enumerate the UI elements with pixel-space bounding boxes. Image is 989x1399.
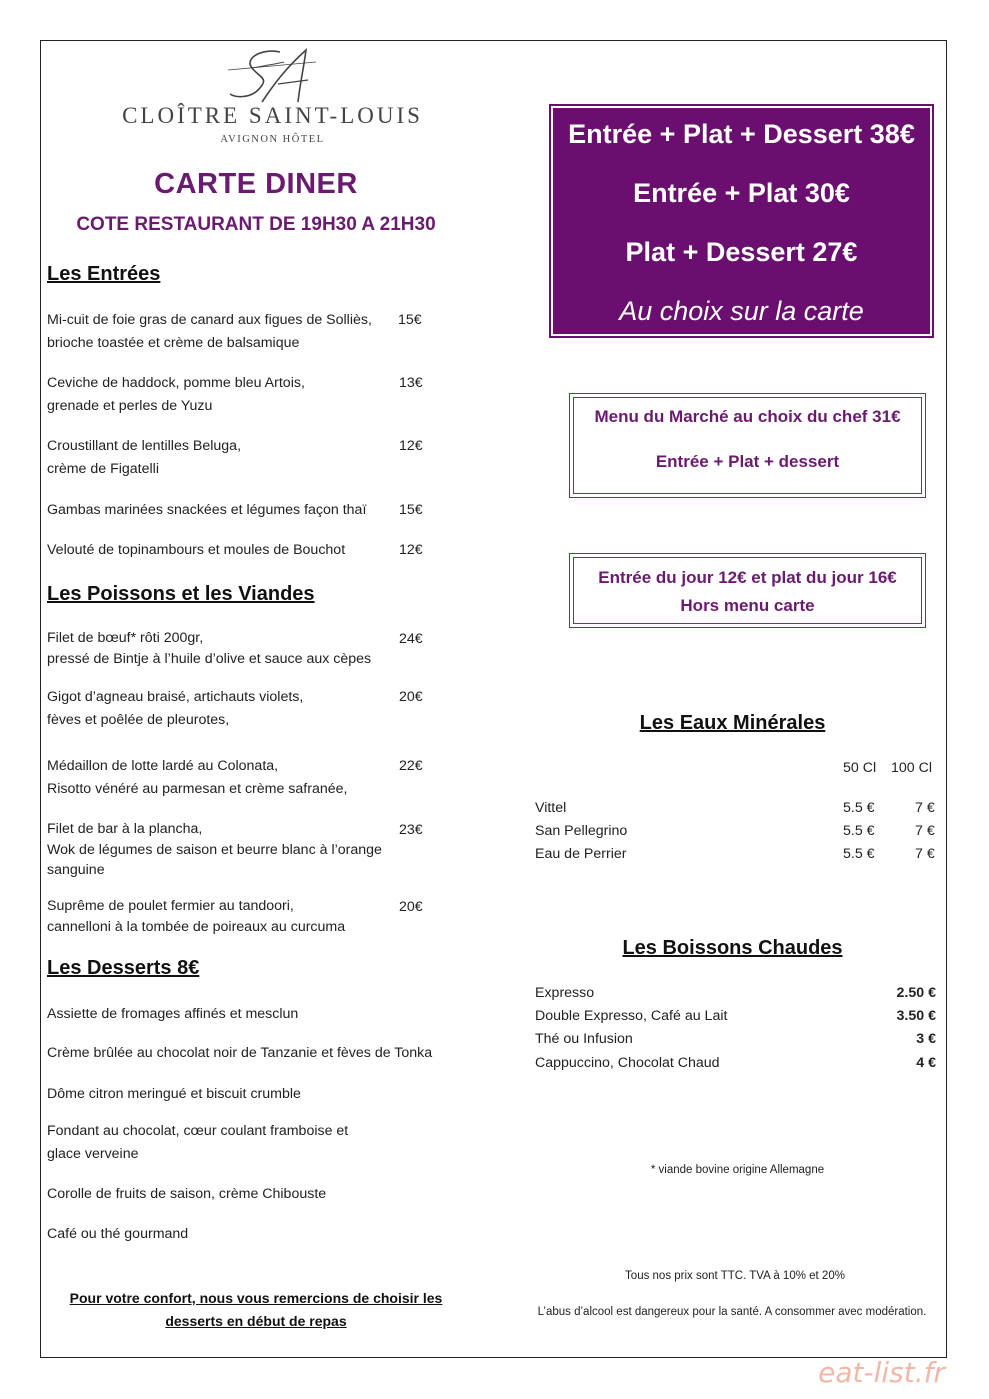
dessert-item: Crème brûlée au chocolat noir de Tanzanie et fèves de Tonka — [47, 1045, 433, 1061]
plat-item: Gigot d’agneau braisé, artichauts violets, fèves et poêlée de pleurotes, — [47, 689, 304, 728]
entree-item: Croustillant de lentilles Beluga, crème de Figatelli — [47, 438, 242, 477]
eau-name: Eau de Perrier — [535, 846, 627, 862]
plat-price: 22€ — [399, 758, 423, 774]
dessert-item: Dôme citron meringué et biscuit crumble — [47, 1086, 301, 1102]
watermark: eat-list.fr — [818, 1356, 945, 1389]
plat-item: Filet de bar à la plancha, Wok de légumes de saison et beurre blanc à l’orange sanguine — [47, 821, 382, 878]
plat-price: 20€ — [399, 899, 423, 915]
menu-marche-title: Menu du Marché au choix du chef 31€ — [594, 407, 901, 426]
menu-marche-box — [569, 393, 926, 498]
formule-entree-plat: Entrée + Plat 30€ — [633, 178, 850, 208]
entree-price: 12€ — [399, 542, 423, 558]
plat-price: 23€ — [399, 822, 423, 838]
eau-price-100: 7 € — [915, 823, 935, 839]
plat-item: Filet de bœuf* rôti 200gr, pressé de Bintje à l’huile d’olive et sauce aux cèpes — [47, 630, 372, 667]
eau-price-50: 5.5 € — [843, 823, 875, 839]
entree-item: Mi-cuit de foie gras de canard aux figues de Solliès, brioche toastée et crème de balsamique — [47, 312, 372, 351]
plats-heading: Les Poissons et les Viandes — [47, 583, 315, 605]
entree-item: Velouté de topinambours et moules de Bouchot — [47, 542, 346, 558]
dessert-item: Café ou thé gourmand — [47, 1226, 189, 1242]
eaux-col-50cl: 50 Cl — [843, 760, 877, 776]
formule-entree-plat-dessert: Entrée + Plat + Dessert 38€ — [568, 119, 915, 149]
plat-price: 24€ — [399, 631, 423, 647]
boisson-price: 3 € — [916, 1031, 936, 1047]
plat-item: Suprême de poulet fermier au tandoori, cannelloni à la tombée de poireaux au curcuma — [47, 898, 346, 935]
entree-item: Ceviche de haddock, pomme bleu Artois, grenade et perles de Yuzu — [47, 375, 305, 414]
dessert-item: Fondant au chocolat, cœur coulant framboise et glace verveine — [47, 1123, 349, 1162]
eau-name: San Pellegrino — [535, 823, 628, 839]
viande-origin-note: * viande bovine origine Allemagne — [650, 1164, 825, 1176]
menu-jour-title: Entrée du jour 12€ et plat du jour 16€ — [598, 568, 897, 587]
tva-note: Tous nos prix sont TTC. TVA à 10% et 20% — [625, 1270, 845, 1282]
eau-name: Vittel — [535, 800, 567, 816]
dessert-item: Assiette de fromages affinés et mesclun — [47, 1006, 299, 1022]
page-title: CARTE DINER — [154, 168, 358, 200]
entrees-heading: Les Entrées — [47, 263, 161, 285]
eaux-heading: Les Eaux Minérales — [639, 712, 826, 734]
boisson-price: 4 € — [916, 1055, 936, 1071]
dessert-ordering-note: Pour votre confort, nous vous remercions de choisir les desserts en début de repas — [69, 1290, 443, 1329]
eau-price-100: 7 € — [915, 846, 935, 862]
hotel-monogram-logo — [222, 44, 322, 108]
entree-price: 15€ — [398, 312, 422, 328]
eau-price-100: 7 € — [915, 800, 935, 816]
boisson-price: 3.50 € — [896, 1008, 936, 1024]
menu-jour-box — [569, 553, 926, 628]
boisson-price: 2.50 € — [896, 985, 936, 1001]
menu-jour-detail: Hors menu carte — [680, 596, 815, 615]
entree-item: Gambas marinées snackées et légumes façon thaï — [47, 502, 367, 518]
entree-price: 15€ — [399, 502, 423, 518]
eau-price-50: 5.5 € — [843, 800, 875, 816]
plat-price: 20€ — [399, 689, 423, 705]
menu-marche-detail: Entrée + Plat + dessert — [655, 452, 840, 471]
formules-box — [553, 108, 930, 334]
desserts-heading: Les Desserts 8€ — [47, 957, 200, 979]
plat-item: Médaillon de lotte lardé au Colonata, Risotto vénéré au parmesan et crème safranée, — [47, 758, 348, 797]
entree-price: 12€ — [399, 438, 423, 454]
boisson-name: Cappuccino, Chocolat Chaud — [535, 1055, 720, 1071]
boisson-name: Thé ou Infusion — [535, 1031, 633, 1047]
boisson-name: Double Expresso, Café au Lait — [535, 1008, 728, 1024]
hotel-subtitle: AVIGNON HÔTEL — [220, 134, 325, 145]
formule-plat-dessert: Plat + Dessert 27€ — [625, 237, 858, 267]
service-hours: COTE RESTAURANT DE 19H30 A 21H30 — [76, 214, 436, 235]
alcohol-warning: L’abus d’alcool est dangereux pour la santé. A consommer avec modération. — [537, 1306, 927, 1318]
eaux-col-100cl: 100 Cl — [891, 760, 933, 776]
eau-price-50: 5.5 € — [843, 846, 875, 862]
dessert-item: Corolle de fruits de saison, crème Chibouste — [47, 1186, 327, 1202]
boisson-name: Expresso — [535, 985, 595, 1001]
formule-note: Au choix sur la carte — [619, 296, 864, 326]
entree-price: 13€ — [399, 375, 423, 391]
boissons-heading: Les Boissons Chaudes — [622, 937, 843, 959]
hotel-name: CLOÎTRE SAINT-LOUIS — [122, 103, 423, 128]
